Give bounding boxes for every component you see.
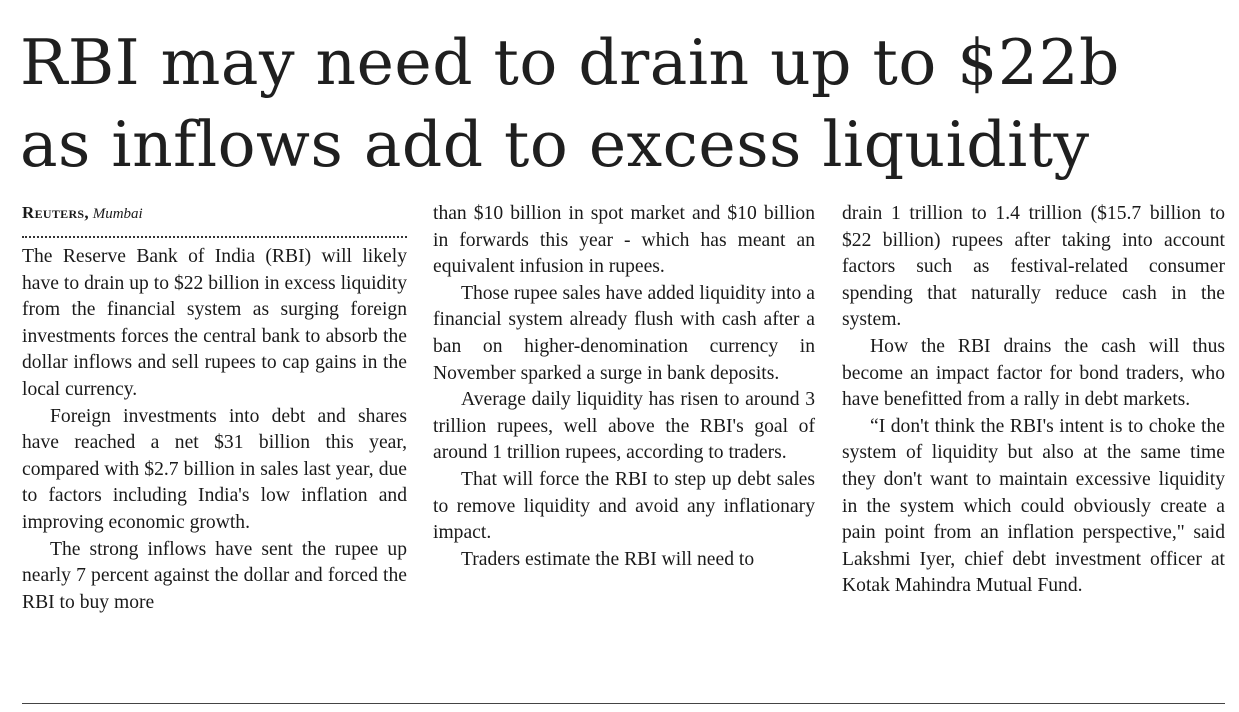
byline-agency: Reuters,	[22, 203, 89, 222]
bottom-rule	[22, 703, 1225, 704]
byline-location: Mumbai	[92, 206, 143, 222]
headline-line-1: RBI may need to drain up to $22b	[20, 26, 1120, 99]
paragraph: How the RBI drains the cash will thus become an impact factor for bond traders, who have benefitted from a rally in debt markets.	[842, 335, 1225, 411]
byline	[22, 203, 407, 224]
paragraph: drain 1 trillion to 1.4 trillion ($15.7 billion to $22 billion) rupees after taking into account factors such as festival-related consumer spending that naturally reduce cash in the system.	[842, 203, 1225, 331]
byline-divider	[22, 236, 407, 238]
paragraph: Traders estimate the RBI will need to	[461, 548, 755, 570]
paragraph: That will force the RBI to step up debt sales to remove liquidity and avoid any inflationary impact.	[433, 468, 815, 544]
paragraph: The Reserve Bank of India (RBI) will likely have to drain up to $22 billion in excess liquidity from the financial system as surging foreign investments forces the central bank to absorb the dollar inflows and sell rupees to cap gains in the local currency.	[22, 246, 407, 400]
headline-line-2: as inflows add to excess liquidity	[20, 108, 1090, 181]
paragraph: than $10 billion in spot market and $10 billion in forwards this year - which has meant an equivalent infusion in rupees.	[433, 203, 815, 278]
article-column-3	[842, 201, 1225, 600]
paragraph: Average daily liquidity has risen to around 3 trillion rupees, well above the RBI's goal of around 1 trillion rupees, according to traders.	[433, 389, 815, 464]
paragraph: The strong inflows have sent the rupee up nearly 7 percent against the dollar and forced the RBI to buy more	[22, 538, 407, 613]
article-column-1	[22, 203, 407, 616]
paragraph: Foreign investments into debt and shares have reached a net $31 billion this year, compared with $2.7 billion in sales last year, due to factors including India's low inflation and improving economic growth.	[22, 405, 407, 533]
paragraph: “I don't think the RBI's intent is to choke the system of liquidity but also at the same time they don't want to maintain excessive liquidity in the system which could obviously create a pain point from an inflation perspective," said Lakshmi Iyer, chief debt investment officer at Kotak Mahindra Mutual Fund.	[842, 415, 1225, 597]
paragraph: Those rupee sales have added liquidity into a financial system already flush with cash after a ban on higher-denomination currency in November sparked a surge in bank deposits.	[433, 282, 815, 384]
headline	[20, 22, 1230, 186]
article-column-2	[433, 201, 815, 573]
